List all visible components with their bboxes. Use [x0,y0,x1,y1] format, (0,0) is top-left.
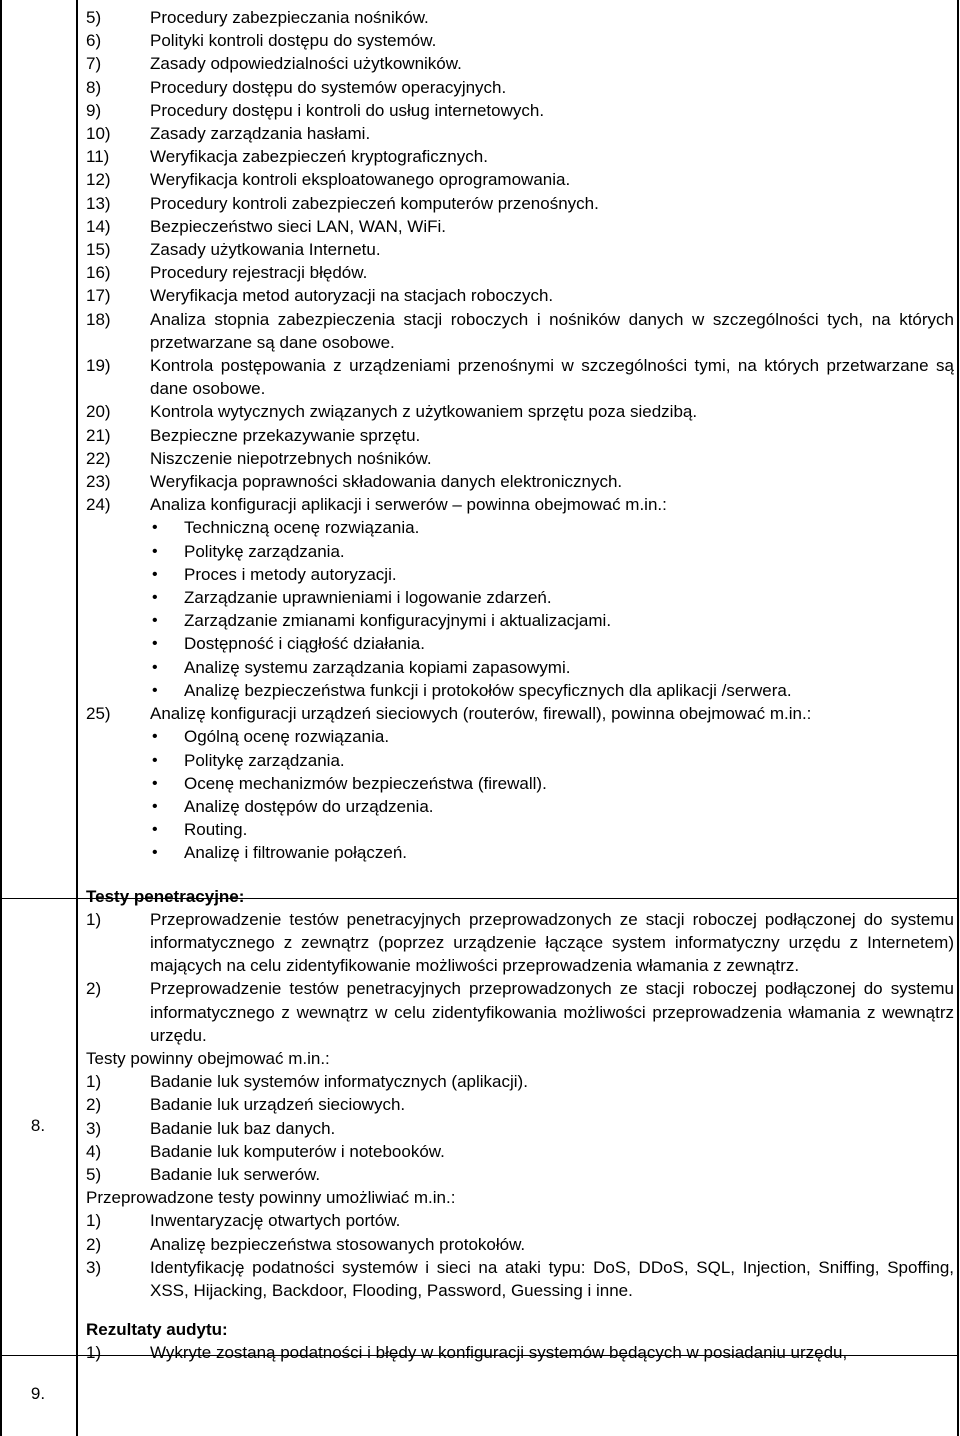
list-item-text: Weryfikacja zabezpieczeń kryptograficznych. [150,147,488,167]
list-item-number: 14) [86,216,111,236]
bullet-icon: • [152,635,158,653]
bullet-item [86,656,954,679]
list-item-number: 6) [86,31,102,51]
list-item-number: 12) [86,170,111,190]
bullet-text: Zarządzanie zmianami konfiguracyjnymi i aktualizacjami. [184,611,612,631]
list-item-text: Badanie luk baz danych. [150,1118,336,1138]
list-item-number: 1) [86,1211,102,1231]
list-item-number: 22) [86,448,111,468]
bullet-item [86,563,954,586]
table-border-right [957,0,959,1436]
bullet-text: Politykę zarządzania. [184,541,345,561]
list-item [86,1093,954,1116]
bullet-item [86,749,954,772]
list-item-number: 1) [86,1343,102,1363]
list-item-text: Bezpieczeństwo sieci LAN, WAN, WiFi. [150,216,446,236]
list-item [86,6,954,29]
list-item-text: Badanie luk serwerów. [150,1164,321,1184]
bullet-icon: • [152,728,158,746]
list-item-text: Kontrola wytycznych związanych z użytkowaniem sprzętu poza siedzibą. [150,402,698,422]
list-item-number: 5) [86,8,102,27]
bullet-icon: • [152,612,158,630]
list-item [86,1140,954,1163]
bullet-item [86,679,954,702]
list-item-number: 1) [86,1072,102,1092]
table-border-left [0,0,2,1436]
bullet-list-app-analysis [86,516,954,702]
list-item [86,308,954,354]
list-item-number: 10) [86,124,111,144]
bullet-item [86,540,954,563]
list-item-text: Procedury zabezpieczania nośników. [150,8,429,27]
bullet-text: Routing. [184,820,248,840]
list-item [86,1163,954,1186]
list-item [86,76,954,99]
list-item-text: Wykryte zostaną podatności i błędy w konfiguracji systemów będących w posiadaniu urzędu, [150,1343,848,1363]
bullet-text: Analizę bezpieczeństwa funkcji i protokołów specyficznych dla aplikacji /serwera. [184,680,792,700]
list-item-text: Zasady odpowiedzialności użytkowników. [150,54,462,74]
list-item [86,122,954,145]
list-item-number: 2) [86,1095,102,1115]
bullet-text: Analizę dostępów do urządzenia. [184,796,434,816]
list-item-text: Polityki kontroli dostępu do systemów. [150,31,437,51]
list-item-text: Weryfikacja metod autoryzacji na stacjach roboczych. [150,286,554,306]
list-item-number: 15) [86,240,111,260]
bullet-icon: • [152,821,158,839]
bullet-icon: • [152,519,158,537]
list-item-number: 20) [86,402,111,422]
list-item-text: Badanie luk systemów informatycznych (aplikacji). [150,1072,528,1092]
list-item [86,99,954,122]
numbered-list-controls [86,6,954,516]
bullet-item [86,586,954,609]
list-item-number: 9) [86,100,102,120]
list-item-text: Procedury kontroli zabezpieczeń komputerów przenośnych. [150,193,599,213]
numbered-list-test-capabilities [86,1209,954,1302]
list-item-text: Kontrola postępowania z urządzeniami przenośnymi w szczególności tymi, na których przetwarzane są dane osobowe. [150,356,954,399]
list-item [86,493,954,516]
list-item-number: 8) [86,77,102,97]
list-item-text: Niszczenie niepotrzebnych nośników. [150,448,432,468]
list-item [86,470,954,493]
section-subheading-tests-scope: Testy powinny obejmować m.in.: [86,1048,330,1068]
list-item-text: Bezpieczne przekazywanie sprzętu. [150,425,421,445]
list-item [86,977,954,1047]
bullet-icon: • [152,844,158,862]
list-item [86,145,954,168]
bullet-item [86,725,954,748]
bullet-text: Ocenę mechanizmów bezpieczeństwa (firewall). [184,773,547,793]
list-item-text: Badanie luk komputerów i notebooków. [150,1141,445,1161]
list-item [86,1233,954,1256]
list-item [86,424,954,447]
list-item-text: Zasady zarządzania hasłami. [150,124,371,144]
list-item [86,1117,954,1140]
list-item [86,702,954,725]
list-item [86,261,954,284]
numbered-list-penetration [86,908,954,1047]
bullet-list-network-analysis [86,725,954,864]
list-item-text: Analizę konfiguracji urządzeń sieciowych (routerów, firewall), powinna obejmować m.in.: [150,704,812,724]
bullet-text: Techniczną ocenę rozwiązania. [184,518,420,538]
bullet-text: Analizę systemu zarządzania kopiami zapasowymi. [184,657,571,677]
row-number-8: 8. [30,1116,46,1135]
list-item-text: Procedury rejestracji błędów. [150,263,368,283]
list-item [86,192,954,215]
bullet-item [86,841,954,864]
list-item-number: 11) [86,147,110,167]
bullet-text: Politykę zarządzania. [184,750,345,770]
list-item-text: Przeprowadzenie testów penetracyjnych przeprowadzonych ze stacji roboczej podłączonej do systemu informatycznego z zewnątrz (poprzez urządzenie łączące system informatyczny urzędu z Internetem) mających na celu zidentyfikowanie możliwości przeprowadzenia włamania z zewnątrz. [150,909,954,976]
list-item-number: 1) [86,909,102,929]
list-item-text: Inwentaryzację otwartych portów. [150,1211,401,1231]
list-item [86,284,954,307]
list-item-number: 13) [86,193,111,213]
document-content [86,6,954,1365]
list-item [86,400,954,423]
list-item-number: 18) [86,309,111,329]
list-item [86,354,954,400]
list-item-text: Analiza stopnia zabezpieczenia stacji roboczych i nośników danych w szczególności tych, na których przetwarzane są dane osobowe. [150,309,954,352]
section-subheading-tests-capabilities: Przeprowadzone testy powinny umożliwiać m.in.: [86,1188,456,1208]
bullet-icon: • [152,751,158,769]
list-item-number: 3) [86,1257,102,1277]
list-item [86,238,954,261]
bullet-item [86,516,954,539]
list-item [86,29,954,52]
bullet-text: Dostępność i ciągłość działania. [184,634,425,654]
list-item [86,52,954,75]
list-item-number: 2) [86,979,102,999]
list-item-number: 25) [86,704,111,724]
section-heading-audit-results: Rezultaty audytu: [86,1320,228,1340]
bullet-icon: • [152,542,158,560]
bullet-icon: • [152,774,158,792]
list-item-number: 2) [86,1234,102,1254]
list-item-number: 23) [86,472,111,492]
list-item-text: Badanie luk urządzeń sieciowych. [150,1095,406,1115]
list-item-text: Procedury dostępu i kontroli do usług internetowych. [150,100,545,120]
list-item-text: Identyfikację podatności systemów i sieci na ataki typu: DoS, DDoS, SQL, Injection, Sniffing, Spoffing, XSS, Hijacking, Backdoor, Flooding, Password, Guessing i inne. [150,1257,954,1300]
bullet-text: Ogólną ocenę rozwiązania. [184,727,390,747]
bullet-item [86,795,954,818]
list-item-text: Analizę bezpieczeństwa stosowanych protokołów. [150,1234,526,1254]
list-item [86,1341,954,1364]
bullet-icon: • [152,681,158,699]
bullet-item [86,609,954,632]
bullet-item [86,632,954,655]
table-column-divider [76,0,78,1436]
bullet-icon: • [152,589,158,607]
list-item-text: Weryfikacja kontroli eksploatowanego oprogramowania. [150,170,571,190]
list-item-number: 16) [86,263,111,283]
bullet-icon: • [152,797,158,815]
bullet-item [86,772,954,795]
list-item-text: Weryfikacja poprawności składowania danych elektronicznych. [150,472,623,492]
list-item-text: Przeprowadzenie testów penetracyjnych przeprowadzonych ze stacji roboczej podłączonej do systemu informatycznego z wewnątrz w celu zidentyfikowania możliwości przeprowadzenia włamania z wewnątrz urzędu. [150,979,954,1045]
list-item [86,908,954,978]
section-heading-penetration-tests: Testy penetracyjne: [86,886,245,906]
bullet-item [86,818,954,841]
list-item-number: 21) [86,425,111,445]
list-item-number: 4) [86,1141,102,1161]
list-item-number: 17) [86,286,111,306]
list-item-number: 24) [86,495,111,515]
list-item-text: Zasady użytkowania Internetu. [150,240,381,260]
row-number-9: 9. [30,1384,46,1403]
list-item [86,447,954,470]
bullet-text: Analizę i filtrowanie połączeń. [184,843,408,863]
bullet-icon: • [152,658,158,676]
numbered-list-test-scope [86,1070,954,1186]
list-item-number: 3) [86,1118,102,1138]
list-item [86,215,954,238]
list-item-text: Procedury dostępu do systemów operacyjnych. [150,77,507,97]
list-item-number: 7) [86,54,102,74]
list-item-text: Analiza konfiguracji aplikacji i serwerów – powinna obejmować m.in.: [150,495,667,515]
list-item-number: 5) [86,1164,102,1184]
bullet-text: Proces i metody autoryzacji. [184,564,397,584]
list-item [86,1070,954,1093]
list-item-number: 19) [86,356,111,376]
numbered-list-audit-results [86,1341,954,1364]
bullet-text: Zarządzanie uprawnieniami i logowanie zdarzeń. [184,588,552,608]
list-item [86,168,954,191]
bullet-icon: • [152,565,158,583]
list-item [86,1209,954,1232]
list-item [86,1256,954,1302]
